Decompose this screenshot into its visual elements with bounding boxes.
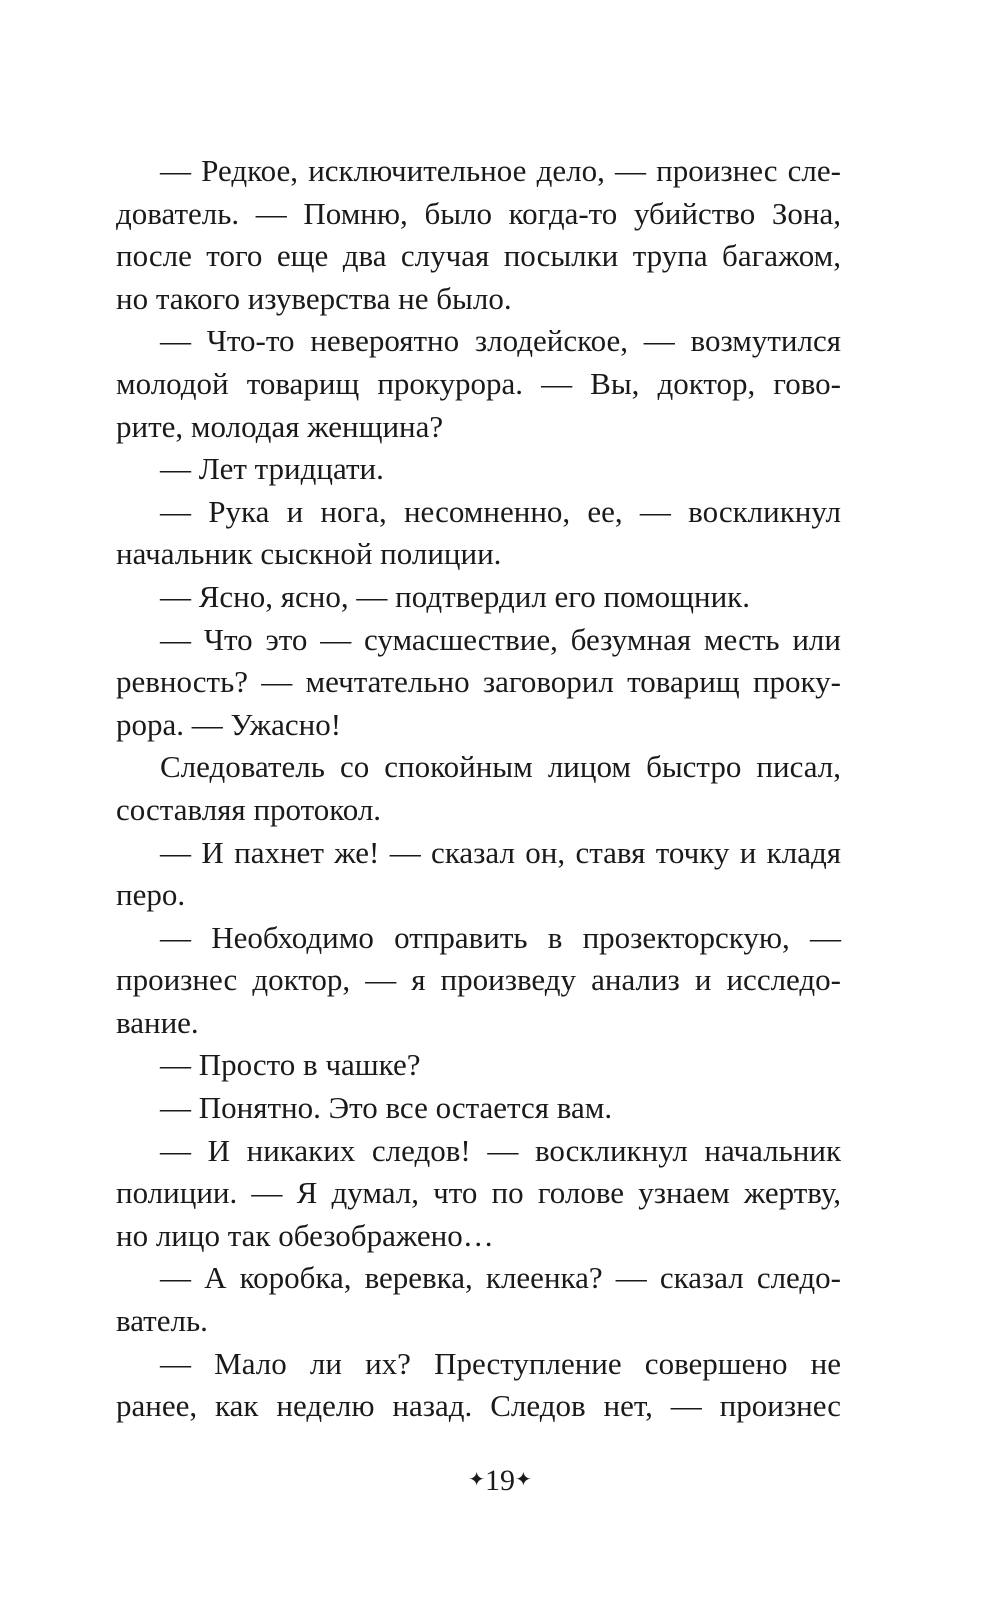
- text-line: начальник сыскной полиции.: [116, 536, 502, 572]
- ornament-right-icon: ✦: [515, 1469, 532, 1491]
- text-line: Следователь со спокойным лицом быстро писал,: [160, 749, 841, 785]
- text-line: ватель.: [116, 1303, 208, 1339]
- text-line: — И пахнет же! — сказал он, ставя точку и кладя: [160, 834, 841, 870]
- text-line: — Понятно. Это все остается вам.: [160, 1090, 613, 1126]
- text-line: вание.: [116, 1004, 199, 1040]
- text-line: перо.: [116, 877, 186, 913]
- text-line: рите, молодая женщина?: [116, 408, 444, 444]
- text-line: но такого изуверства не было.: [116, 280, 512, 316]
- ornament-left-icon: ✦: [468, 1469, 485, 1491]
- text-line: ревность? — мечтательно заговорил товарищ проку-: [116, 664, 841, 700]
- page-number: 19: [485, 1464, 515, 1497]
- page-footer: [0, 1464, 1000, 1498]
- text-line: — А коробка, веревка, клеенка? — сказал следо-: [160, 1260, 841, 1296]
- text-line: произнес доктор, — я произведу анализ и исследо-: [116, 962, 841, 998]
- text-line: полиции. — Я думал, что по голове узнаем жертву,: [116, 1175, 841, 1211]
- text-line: — Просто в чашке?: [160, 1047, 421, 1083]
- text-line: дователь. — Помню, было когда-то убийство Зона,: [116, 195, 841, 231]
- text-line: — Редкое, исключительное дело, — произнес сле-: [160, 153, 841, 188]
- text-line: — Рука и нога, несомненно, ее, — воскликнул: [160, 493, 841, 529]
- text-line: — Лет тридцати.: [160, 451, 384, 487]
- text-line: — И никаких следов! — воскликнул начальник: [160, 1132, 841, 1168]
- text-line: — Необходимо отправить в прозекторскую, —: [160, 919, 841, 955]
- text-line: молодой товарищ прокурора. — Вы, доктор, гово-: [116, 365, 841, 401]
- text-line: — Ясно, ясно, — подтвердил его помощник.: [160, 578, 750, 614]
- text-line: — Что это — сумасшествие, безумная месть или: [160, 621, 841, 657]
- text-line: — Что-то невероятно злодейское, — возмутился: [160, 323, 841, 359]
- text-line: после того еще два случая посылки трупа багажом,: [116, 238, 841, 274]
- body-text: [116, 150, 841, 1428]
- text-line: но лицо так обезображено…: [116, 1217, 494, 1253]
- text-line: — Мало ли их? Преступление совершено не: [160, 1345, 841, 1381]
- text-line: рора. — Ужасно!: [116, 706, 342, 742]
- text-line: ранее, как неделю назад. Следов нет, — произнес: [116, 1388, 841, 1424]
- text-line: составляя протокол.: [116, 791, 382, 827]
